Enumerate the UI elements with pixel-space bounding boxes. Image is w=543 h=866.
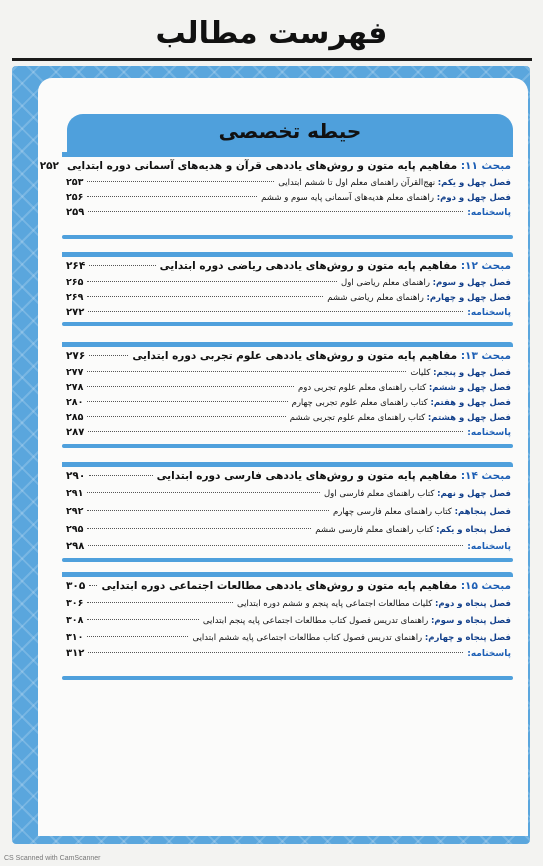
page-number: ۲۵۹ bbox=[66, 207, 85, 218]
chapter-label: فصل پنجاه و دوم: bbox=[435, 599, 511, 609]
toc-answers-row[interactable] bbox=[62, 205, 513, 221]
leader-dots bbox=[88, 431, 463, 432]
page-number: ۲۶۴ bbox=[66, 260, 86, 272]
toc-section-13 bbox=[62, 342, 513, 448]
page-number: ۲۶۹ bbox=[66, 292, 84, 303]
leader-dots bbox=[87, 296, 323, 297]
chapter-title: کتاب راهنمای معلم فارسی اول bbox=[323, 489, 435, 499]
leader-dots bbox=[87, 528, 311, 529]
toc-chapter-row[interactable] bbox=[62, 410, 513, 425]
answers-label: پاسخنامه: bbox=[467, 542, 511, 552]
page-number: ۳۰۶ bbox=[66, 598, 84, 609]
toc-chapter-row[interactable] bbox=[62, 365, 513, 380]
page-number: ۲۵۲ bbox=[39, 160, 59, 172]
chapter-label: فصل پنجاه و چهارم: bbox=[424, 633, 511, 643]
page-number: ۳۱۲ bbox=[66, 648, 85, 659]
chapter-title: کتاب راهنمای معلم علوم تجربی چهارم bbox=[291, 398, 428, 408]
toc-chapter-row[interactable] bbox=[62, 595, 513, 612]
answers-label: پاسخنامه: bbox=[467, 308, 511, 318]
leader-dots bbox=[89, 355, 128, 356]
scanner-stamp: CS Scanned with CamScanner bbox=[4, 855, 101, 862]
chapter-title: کتاب راهنمای معلم فارسی ششم bbox=[315, 525, 434, 535]
leader-dots bbox=[87, 602, 233, 603]
chapter-label: فصل چهل و نهم: bbox=[437, 489, 511, 499]
toc-chapter-row[interactable] bbox=[62, 380, 513, 395]
page-number: ۲۹۵ bbox=[66, 524, 84, 535]
chapter-label: فصل چهل و هفتم: bbox=[430, 398, 511, 408]
domain-header bbox=[67, 114, 513, 154]
leader-dots bbox=[87, 371, 406, 372]
leader-dots bbox=[87, 281, 337, 282]
leader-dots bbox=[88, 652, 463, 653]
chapter-title: راهنمای تدریس فصول کتاب مطالعات اجتماعی پایه ششم ابتدایی bbox=[192, 633, 423, 643]
page-number: ۲۹۸ bbox=[66, 541, 85, 552]
page-title: فهرست مطالب bbox=[155, 16, 388, 51]
toc-chapter-row[interactable] bbox=[62, 503, 513, 521]
topic-number: مبحث ۱۵: bbox=[460, 580, 511, 592]
toc-section-12 bbox=[62, 252, 513, 326]
page-number: ۲۸۷ bbox=[66, 427, 85, 438]
toc-answers-row[interactable] bbox=[62, 646, 513, 662]
topic-title: مفاهیم پایه متون و روش‌های یاددهی فارسی دوره ابتدایی bbox=[156, 470, 458, 482]
toc-answers-row[interactable] bbox=[62, 539, 513, 555]
toc-chapter-row[interactable] bbox=[62, 175, 513, 190]
toc-chapter-row[interactable] bbox=[62, 485, 513, 503]
page-number: ۲۷۸ bbox=[66, 382, 84, 393]
toc-topic-row[interactable] bbox=[62, 347, 513, 365]
chapter-label: فصل چهل و پنجم: bbox=[433, 368, 511, 378]
leader-dots bbox=[88, 311, 463, 312]
section-bottom-bar bbox=[62, 558, 513, 562]
toc-topic-row[interactable] bbox=[39, 157, 513, 175]
toc-chapter-row[interactable] bbox=[62, 629, 513, 646]
chapter-label: فصل پنجاه و سوم: bbox=[430, 616, 511, 626]
toc-topic-row[interactable] bbox=[62, 577, 513, 595]
chapter-label: فصل چهل و هشتم: bbox=[427, 413, 511, 423]
toc-chapter-row[interactable] bbox=[62, 190, 513, 205]
section-bottom-bar bbox=[62, 676, 513, 680]
toc-chapter-row[interactable] bbox=[62, 521, 513, 539]
page-number: ۲۸۰ bbox=[66, 397, 84, 408]
leader-dots bbox=[87, 492, 320, 493]
chapter-label: فصل چهل و سوم: bbox=[432, 278, 511, 288]
chapter-title: کلیات bbox=[410, 368, 431, 378]
toc-chapter-row[interactable] bbox=[62, 395, 513, 410]
topic-title: مفاهیم پایه متون و روش‌های یاددهی قرآن و هدیه‌های آسمانی دوره ابتدایی bbox=[66, 160, 458, 172]
topic-title: مفاهیم پایه متون و روش‌های یاددهی ریاضی دوره ابتدایی bbox=[159, 260, 458, 272]
leader-dots bbox=[87, 636, 188, 637]
chapter-label: فصل چهل و ششم: bbox=[428, 383, 511, 393]
chapter-title: کلیات مطالعات اجتماعی پایه پنجم و ششم دوره ابتدایی bbox=[237, 599, 433, 609]
chapter-label: فصل چهل و چهارم: bbox=[426, 293, 511, 303]
toc-topic-row[interactable] bbox=[62, 257, 513, 275]
leader-dots bbox=[87, 619, 198, 620]
page-number: ۲۷۶ bbox=[66, 350, 86, 362]
answers-label: پاسخنامه: bbox=[467, 649, 511, 659]
topic-number: مبحث ۱۲: bbox=[460, 260, 511, 272]
chapter-title: راهنمای معلم ریاضی اول bbox=[341, 278, 430, 288]
chapter-title: کتاب راهنمای معلم فارسی چهارم bbox=[332, 507, 452, 517]
answers-label: پاسخنامه: bbox=[467, 208, 511, 218]
toc-answers-row[interactable] bbox=[62, 305, 513, 321]
page-number: ۲۷۲ bbox=[66, 307, 85, 318]
chapter-label: فصل پنجاه و یکم: bbox=[436, 525, 511, 535]
page-number: ۳۰۵ bbox=[66, 580, 86, 592]
title-underline bbox=[12, 58, 532, 61]
toc-section-11 bbox=[39, 152, 513, 239]
chapter-title: نهج‌القرآن راهنمای معلم اول تا ششم ابتدایی bbox=[278, 178, 436, 188]
leader-dots bbox=[88, 211, 463, 212]
toc-chapter-row[interactable] bbox=[62, 290, 513, 305]
leader-dots bbox=[87, 510, 329, 511]
chapter-title: راهنمای تدریس فصول کتاب مطالعات اجتماعی پایه پنجم ابتدایی bbox=[202, 616, 429, 626]
toc-section-14 bbox=[62, 462, 513, 562]
page-number: ۲۵۶ bbox=[66, 192, 84, 203]
toc-section-15 bbox=[62, 572, 513, 680]
leader-dots bbox=[87, 401, 287, 402]
page-number: ۲۹۲ bbox=[66, 506, 84, 517]
leader-dots bbox=[89, 475, 152, 476]
chapter-title: کتاب راهنمای معلم علوم تجربی ششم bbox=[289, 413, 426, 423]
toc-chapter-row[interactable] bbox=[62, 275, 513, 290]
page-number: ۲۹۱ bbox=[66, 488, 84, 499]
page-number: ۲۷۷ bbox=[66, 367, 84, 378]
page-number: ۳۰۸ bbox=[66, 615, 84, 626]
leader-dots bbox=[88, 545, 463, 546]
topic-title: مفاهیم پایه متون و روش‌های یاددهی علوم تجربی دوره ابتدایی bbox=[132, 350, 458, 362]
topic-number: مبحث ۱۳: bbox=[460, 350, 511, 362]
leader-dots bbox=[87, 181, 274, 182]
toc-topic-row[interactable] bbox=[62, 467, 513, 485]
chapter-label: فصل پنجاهم: bbox=[454, 507, 511, 517]
page-number: ۲۸۵ bbox=[66, 412, 84, 423]
toc-chapter-row[interactable] bbox=[62, 612, 513, 629]
chapter-title: راهنمای معلم ریاضی ششم bbox=[327, 293, 424, 303]
page-number: ۲۹۰ bbox=[66, 470, 86, 482]
page-number: ۲۵۳ bbox=[66, 177, 84, 188]
domain-title: حیطه تخصصی bbox=[218, 119, 362, 143]
page-number: ۳۱۰ bbox=[66, 632, 84, 643]
chapter-title: راهنمای معلم هدیه‌های آسمانی پایه سوم و ششم bbox=[261, 193, 434, 203]
chapter-label: فصل چهل و دوم: bbox=[436, 193, 511, 203]
toc-answers-row[interactable] bbox=[62, 425, 513, 441]
leader-dots bbox=[89, 585, 97, 586]
leader-dots bbox=[87, 386, 294, 387]
section-bottom-bar bbox=[62, 235, 513, 239]
topic-number: مبحث ۱۱: bbox=[460, 160, 511, 172]
chapter-title: کتاب راهنمای معلم علوم تجربی دوم bbox=[298, 383, 427, 393]
section-bottom-bar bbox=[62, 444, 513, 448]
chapter-label: فصل چهل و یکم: bbox=[437, 178, 511, 188]
leader-dots bbox=[89, 265, 155, 266]
leader-dots bbox=[87, 196, 257, 197]
topic-number: مبحث ۱۴: bbox=[460, 470, 511, 482]
leader-dots bbox=[87, 416, 285, 417]
answers-label: پاسخنامه: bbox=[467, 428, 511, 438]
page-number: ۲۶۵ bbox=[66, 277, 84, 288]
section-bottom-bar bbox=[62, 322, 513, 326]
topic-title: مفاهیم پایه متون و روش‌های یاددهی مطالعات اجتماعی دوره ابتدایی bbox=[101, 580, 458, 592]
